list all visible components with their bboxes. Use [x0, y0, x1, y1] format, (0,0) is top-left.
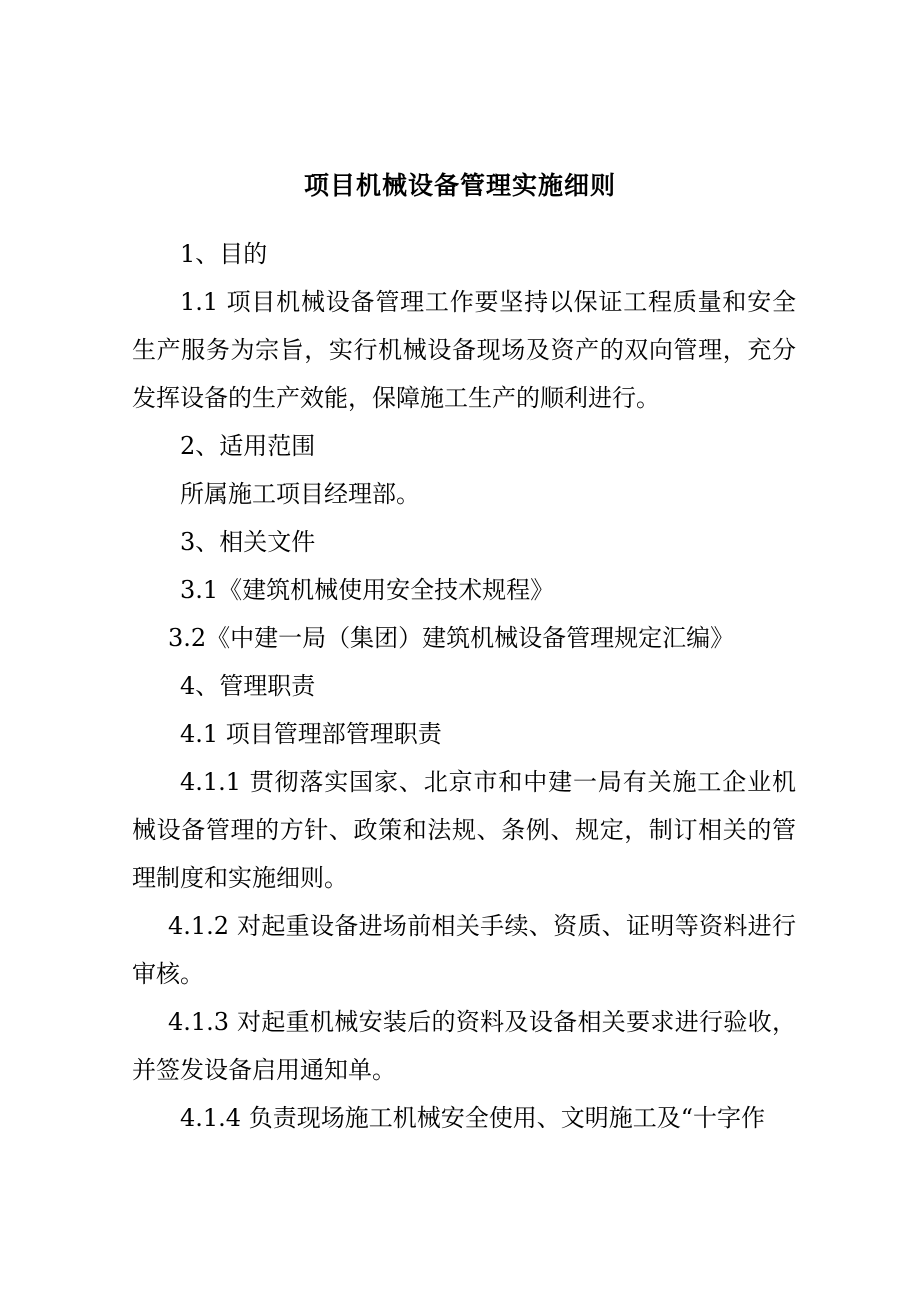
- section-1-heading: 1、目的: [180, 240, 268, 268]
- paragraph-4-1-4: 4.1.4 负责现场施工机械安全使用、文明施工及“十字作: [180, 1104, 765, 1132]
- section-4-1: 4.1 项目管理部管理职责: [180, 720, 442, 748]
- paragraph-1-1: 1.1 项目机械设备管理工作要坚持以保证工程质量和安全生产服务为宗旨，实行机械设备现场及资产的双向管理，充分发挥设备的生产效能，保障施工生产的顺利进行。: [132, 288, 796, 412]
- section-4-heading: 4、管理职责: [180, 672, 316, 700]
- paragraph-4-1-1: 4.1.1 贯彻落实国家、北京市和中建一局有关施工企业机械设备管理的方针、政策和法规、条例、规定，制订相关的管理制度和实施细则。: [132, 768, 796, 892]
- section-3-2: 3.2《中建一局（集团）建筑机械设备管理规定汇编》: [168, 624, 735, 652]
- section-3-1: 3.1《建筑机械使用安全技术规程》: [180, 576, 555, 604]
- section-2-body: 所属施工项目经理部。: [180, 480, 420, 508]
- paragraph-4-1-2: 4.1.2 对起重设备进场前相关手续、资质、证明等资料进行审核。: [132, 912, 796, 988]
- section-3-heading: 3、相关文件: [180, 528, 316, 556]
- paragraph-4-1-3: 4.1.3 对起重机械安装后的资料及设备相关要求进行验收，并签发设备启用通知单。: [132, 1008, 796, 1084]
- document-title: 项目机械设备管理实施细则: [303, 171, 616, 200]
- section-2-heading: 2、适用范围: [180, 432, 316, 460]
